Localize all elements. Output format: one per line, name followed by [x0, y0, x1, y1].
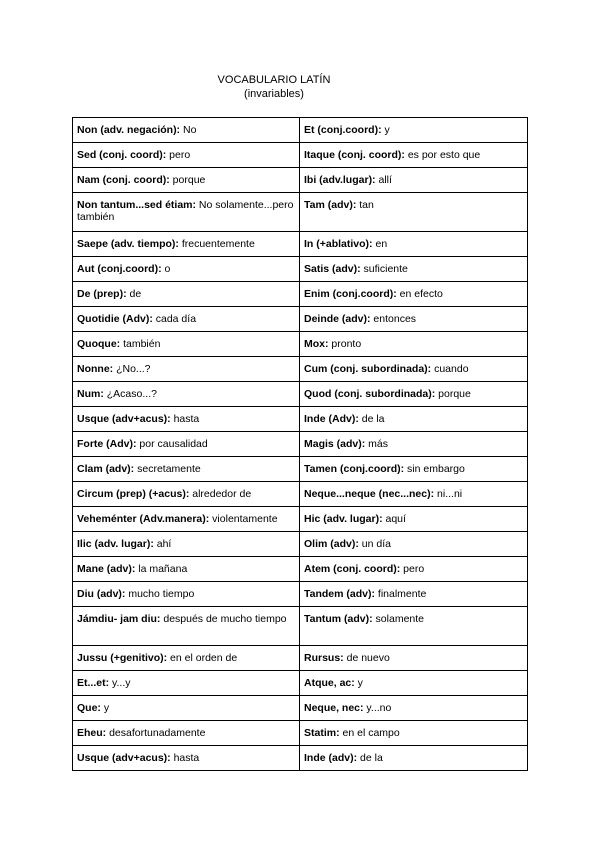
vocab-term: Non (adv. negación): — [77, 124, 181, 136]
vocab-term: Saepe (adv. tiempo): — [77, 238, 179, 250]
vocab-term: Inde (adv): — [304, 752, 358, 764]
vocab-term: Num: — [77, 388, 104, 400]
vocab-entry — [300, 607, 528, 646]
vocab-definition: hasta — [170, 752, 200, 764]
vocab-term: Circum (prep) (+acus): — [77, 488, 190, 500]
vocab-entry — [300, 721, 528, 746]
vocab-entry — [300, 118, 528, 143]
vocab-term: Clam (adv): — [77, 463, 135, 475]
vocab-term: Atem (conj. coord): — [304, 563, 401, 575]
vocab-entry — [73, 746, 300, 771]
vocab-term: Atque, ac: — [304, 677, 355, 689]
table-row — [73, 407, 528, 432]
vocab-entry — [73, 407, 300, 432]
vocab-entry — [73, 232, 300, 257]
vocab-definition: No solamente...pero también — [77, 199, 294, 223]
vocab-entry — [300, 532, 528, 557]
vocab-entry — [73, 646, 300, 671]
document-subtitle: (invariables) — [244, 88, 304, 100]
vocab-entry — [73, 143, 300, 168]
vocab-definition: pero — [400, 563, 425, 575]
vocab-definition: de nuevo — [343, 652, 390, 664]
vocab-entry — [300, 232, 528, 257]
vocab-term: Neque, nec: — [304, 702, 364, 714]
vocab-term: Ibi (adv.lugar): — [304, 174, 376, 186]
table-row — [73, 607, 528, 646]
vocab-definition: cada día — [152, 313, 197, 325]
vocab-entry — [300, 432, 528, 457]
vocab-definition: después de mucho tiempo — [160, 613, 287, 625]
table-row — [73, 721, 528, 746]
vocab-term: Diu (adv): — [77, 588, 126, 600]
vocab-term: Et (conj.coord): — [304, 124, 382, 136]
vocab-definition: porque — [435, 388, 471, 400]
vocab-entry — [300, 746, 528, 771]
vocab-definition: allí — [375, 174, 392, 186]
table-row — [73, 282, 528, 307]
table-row — [73, 432, 528, 457]
vocab-definition: más — [365, 438, 389, 450]
vocab-entry — [73, 557, 300, 582]
vocab-term: Tamen (conj.coord): — [304, 463, 405, 475]
vocab-definition: en el orden de — [167, 652, 238, 664]
vocab-definition: por causalidad — [136, 438, 208, 450]
vocab-entry — [73, 382, 300, 407]
vocab-term: Nonne: — [77, 363, 114, 375]
vocab-term: Rursus: — [304, 652, 344, 664]
vocab-definition: alrededor de — [189, 488, 252, 500]
vocab-entry — [300, 307, 528, 332]
vocab-definition: No — [180, 124, 197, 136]
vocab-definition: ni...ni — [434, 488, 463, 500]
vocab-definition: solamente — [372, 613, 425, 625]
vocab-definition: y...no — [363, 702, 392, 714]
vocab-term: Aut (conj.coord): — [77, 263, 162, 275]
vocab-entry — [73, 282, 300, 307]
vocab-term: Que: — [77, 702, 101, 714]
vocab-entry — [300, 282, 528, 307]
vocab-definition: pero — [166, 149, 191, 161]
vocab-entry — [300, 557, 528, 582]
vocab-entry — [300, 507, 528, 532]
vocab-entry — [73, 307, 300, 332]
vocab-entry — [73, 696, 300, 721]
vocab-definition: mucho tiempo — [125, 588, 195, 600]
vocab-definition: porque — [169, 174, 206, 186]
vocab-definition: de la — [358, 413, 385, 425]
vocab-entry — [73, 118, 300, 143]
table-row — [73, 582, 528, 607]
table-row — [73, 307, 528, 332]
vocab-term: Quoque: — [77, 338, 121, 350]
vocab-term: Mane (adv): — [77, 563, 136, 575]
vocab-entry — [73, 357, 300, 382]
vocab-entry — [300, 357, 528, 382]
table-row — [73, 193, 528, 232]
vocab-term: Mox: — [304, 338, 329, 350]
vocab-entry — [73, 671, 300, 696]
vocab-term: Usque (adv+acus): — [77, 413, 171, 425]
table-row — [73, 257, 528, 282]
vocab-definition: en efecto — [396, 288, 443, 300]
table-row — [73, 382, 528, 407]
table-row — [73, 671, 528, 696]
vocab-term: Inde (Adv): — [304, 413, 359, 425]
vocab-definition: aquí — [382, 513, 406, 525]
vocab-definition: ¿Acaso...? — [103, 388, 157, 400]
vocab-term: Usque (adv+acus): — [77, 752, 171, 764]
vocab-term: Tam (adv): — [304, 199, 357, 211]
vocab-term: Quotidie (Adv): — [77, 313, 153, 325]
vocab-term: Eheu: — [77, 727, 107, 739]
vocab-definition: tan — [356, 199, 374, 211]
table-row — [73, 557, 528, 582]
vocab-entry — [300, 696, 528, 721]
table-row — [73, 168, 528, 193]
vocab-definition: ahí — [153, 538, 172, 550]
vocab-definition: cuando — [431, 363, 469, 375]
vocab-entry — [300, 457, 528, 482]
vocab-term: Olim (adv): — [304, 538, 359, 550]
table-row — [73, 118, 528, 143]
vocab-entry — [73, 532, 300, 557]
vocab-definition: de la — [357, 752, 383, 764]
table-row — [73, 332, 528, 357]
vocab-definition: y...y — [109, 677, 131, 689]
vocab-entry — [73, 482, 300, 507]
vocab-definition: es por esto que — [404, 149, 481, 161]
vocab-entry — [300, 193, 528, 232]
table-row — [73, 646, 528, 671]
vocab-term: Sed (conj. coord): — [77, 149, 167, 161]
vocab-term: Non tantum...sed étiam: — [77, 199, 197, 211]
table-row — [73, 357, 528, 382]
document-title: VOCABULARIO LATÍN — [217, 74, 331, 86]
vocab-definition: finalmente — [374, 588, 427, 600]
vocab-term: Ilic (adv. lugar): — [77, 538, 154, 550]
vocab-term: Satis (adv): — [304, 263, 361, 275]
vocab-term: Cum (conj. subordinada): — [304, 363, 432, 375]
vocab-definition: o — [161, 263, 171, 275]
vocab-term: Nam (conj. coord): — [77, 174, 170, 186]
vocab-entry — [73, 607, 300, 646]
vocab-definition: y — [100, 702, 110, 714]
vocab-entry — [73, 457, 300, 482]
table-row — [73, 232, 528, 257]
vocab-entry — [300, 382, 528, 407]
table-row — [73, 482, 528, 507]
vocab-term: Tandem (adv): — [304, 588, 375, 600]
vocab-definition: pronto — [328, 338, 362, 350]
vocab-definition: hasta — [170, 413, 200, 425]
vocab-term: De (prep): — [77, 288, 127, 300]
vocab-definition: entonces — [370, 313, 417, 325]
vocab-entry — [73, 432, 300, 457]
table-row — [73, 143, 528, 168]
vocab-entry — [300, 482, 528, 507]
vocab-term: Hic (adv. lugar): — [304, 513, 383, 525]
vocab-definition: sin embargo — [404, 463, 465, 475]
vocab-entry — [300, 646, 528, 671]
vocab-term: Jussu (+genitivo): — [77, 652, 168, 664]
table-row — [73, 457, 528, 482]
vocab-definition: en el campo — [339, 727, 400, 739]
vocab-definition: y — [381, 124, 390, 136]
vocab-term: Magis (adv): — [304, 438, 366, 450]
vocab-term: Deinde (adv): — [304, 313, 371, 325]
vocab-entry — [73, 193, 300, 232]
vocab-entry — [300, 257, 528, 282]
vocabulary-table-body — [73, 118, 528, 771]
vocab-term: Statim: — [304, 727, 340, 739]
vocab-definition: en — [372, 238, 388, 250]
vocab-entry — [300, 332, 528, 357]
vocab-definition: también — [120, 338, 161, 350]
table-row — [73, 532, 528, 557]
vocab-definition: suficiente — [360, 263, 408, 275]
vocab-entry — [73, 332, 300, 357]
table-row — [73, 696, 528, 721]
vocab-definition: un día — [358, 538, 391, 550]
vocab-term: Veheménter (Adv.manera): — [77, 513, 210, 525]
vocab-entry — [73, 168, 300, 193]
vocab-definition: violentamente — [209, 513, 278, 525]
table-row — [73, 507, 528, 532]
vocab-entry — [73, 507, 300, 532]
vocab-term: Neque...neque (nec...nec): — [304, 488, 435, 500]
vocab-entry — [300, 168, 528, 193]
vocab-definition: ¿No...? — [113, 363, 151, 375]
vocab-term: Quod (conj. subordinada): — [304, 388, 436, 400]
vocab-entry — [73, 721, 300, 746]
vocab-definition: la mañana — [135, 563, 188, 575]
vocab-entry — [73, 257, 300, 282]
vocab-term: In (+ablativo): — [304, 238, 373, 250]
vocab-term: Itaque (conj. coord): — [304, 149, 405, 161]
vocab-term: Jámdiu- jam diu: — [77, 613, 161, 625]
vocab-term: Enim (conj.coord): — [304, 288, 397, 300]
vocab-definition: desafortunadamente — [106, 727, 206, 739]
vocab-definition: y — [354, 677, 363, 689]
vocab-entry — [73, 582, 300, 607]
vocab-definition: secretamente — [134, 463, 201, 475]
vocab-term: Tantum (adv): — [304, 613, 373, 625]
vocab-definition: de — [126, 288, 142, 300]
vocab-term: Et...et: — [77, 677, 110, 689]
vocab-entry — [300, 143, 528, 168]
vocab-term: Forte (Adv): — [77, 438, 137, 450]
table-row — [73, 746, 528, 771]
vocab-definition: frecuentemente — [178, 238, 255, 250]
vocab-entry — [300, 582, 528, 607]
vocabulary-table — [72, 117, 528, 771]
vocab-entry — [300, 671, 528, 696]
vocab-entry — [300, 407, 528, 432]
